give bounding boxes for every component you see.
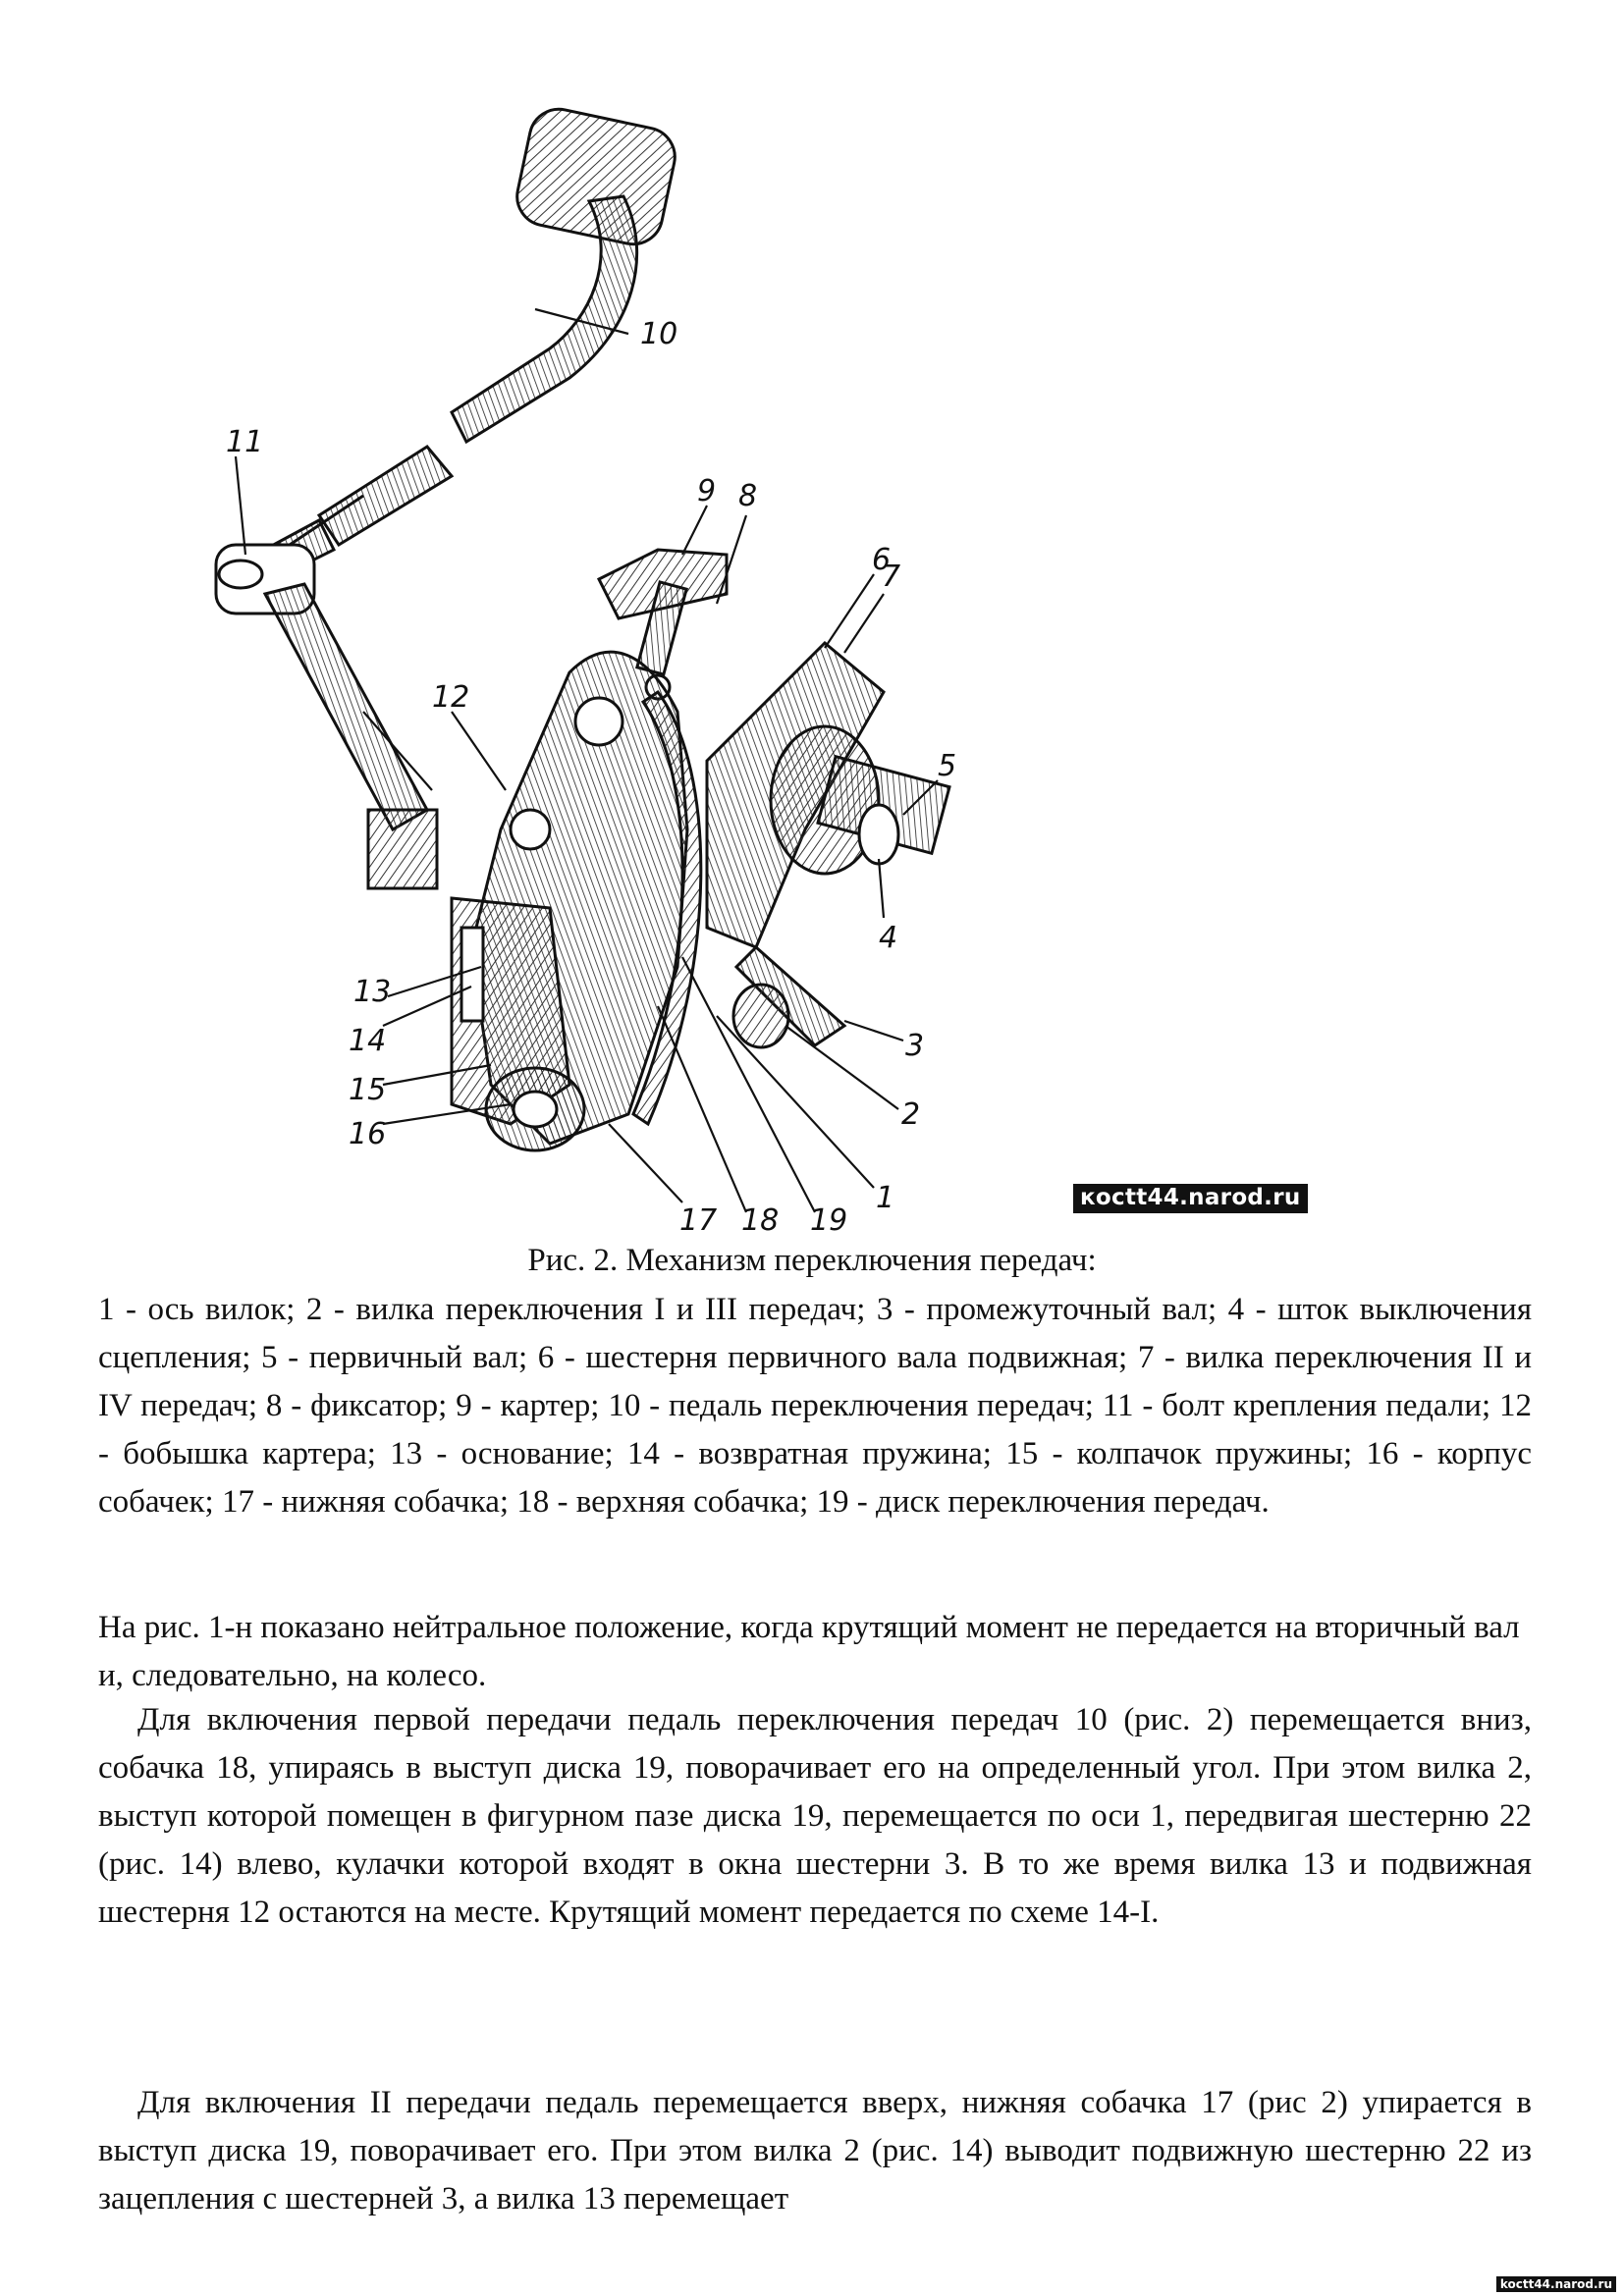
callout-5: 5	[938, 749, 957, 783]
callout-7: 7	[882, 560, 901, 594]
callout-18: 18	[741, 1203, 780, 1238]
site-mark: koctt44.narod.ru	[1496, 2276, 1616, 2292]
right-assembly	[707, 643, 949, 1045]
pedal-upper	[452, 104, 680, 442]
figure-caption-title: Рис. 2. Механизм переключения передач:	[527, 1243, 1097, 1278]
callout-4: 4	[879, 921, 898, 955]
callout-1: 1	[876, 1181, 895, 1215]
callout-10: 10	[640, 317, 678, 351]
intro-paragraph: На рис. 1-н показано нейтральное положение, когда крутящий момент не передается на вторичный вал и, следовательно, на колесо.	[98, 1610, 1520, 1693]
callout-9: 9	[697, 474, 717, 508]
callout-13: 13	[353, 975, 392, 1009]
callout-17: 17	[679, 1203, 718, 1238]
callout-2: 2	[901, 1097, 921, 1132]
gearshift-mechanism-drawing	[226, 83, 1335, 1238]
callout-15: 15	[349, 1073, 387, 1107]
figure-watermark: коctt44.narod.ru	[1073, 1184, 1308, 1213]
callout-6: 6	[872, 543, 892, 577]
callout-12: 12	[432, 680, 470, 715]
callout-8: 8	[738, 479, 758, 513]
paragraph-first-gear: Для включения первой передачи педаль переключения передач 10 (рис. 2) перемещается вниз, собачка 18, упираясь в выступ диска 19, поворачивает его на определенный угол. При этом вилка 2, выступ которой помещен в фигурном пазе диска 19, перемещается по оси 1, передвигая шестерню 22 (рис. 14) влево, кулачки которой входят в окна шестерни 3. В то же время вилка 13 и подвижная шестерня 12 остаются на месте. Крутящий момент передается по схеме 14-I.	[98, 1702, 1532, 1930]
callout-16: 16	[349, 1117, 387, 1151]
callout-19: 19	[810, 1203, 848, 1238]
callout-14: 14	[349, 1024, 387, 1058]
callout-11: 11	[226, 425, 264, 459]
pedal-arm	[216, 520, 437, 888]
figure-legend: 1 - ось вилок; 2 - вилка переключения I и III передач; 3 - промежуточный вал; 4 - шток выключения сцепления; 5 - первичный вал; 6 - шестерня первичного вала подвижная; 7 - вилка переключения II и IV передач; 8 - фиксатор; 9 - картер; 10 - педаль переключения передач; 11 - болт крепления педали; 12 - бобышка картера; 13 - основание; 14 - возвратная пружина; 15 - колпачок пружины; 16 - корпус собачек; 17 - нижняя собачка; 18 - верхняя собачка; 19 - диск переключения передач.	[98, 1292, 1532, 1520]
callout-3: 3	[905, 1029, 925, 1063]
paragraph-second-gear: Для включения II передачи педаль перемещается вверх, нижняя собачка 17 (рис 2) упирается в выступ диска 19, поворачивает его. При этом вилка 2 (рис. 14) выводит подвижную шестерню 22 из зацепления с шестерней 3, а вилка 13 перемещает	[98, 2085, 1532, 2216]
mechanism-figure	[226, 83, 1335, 1238]
